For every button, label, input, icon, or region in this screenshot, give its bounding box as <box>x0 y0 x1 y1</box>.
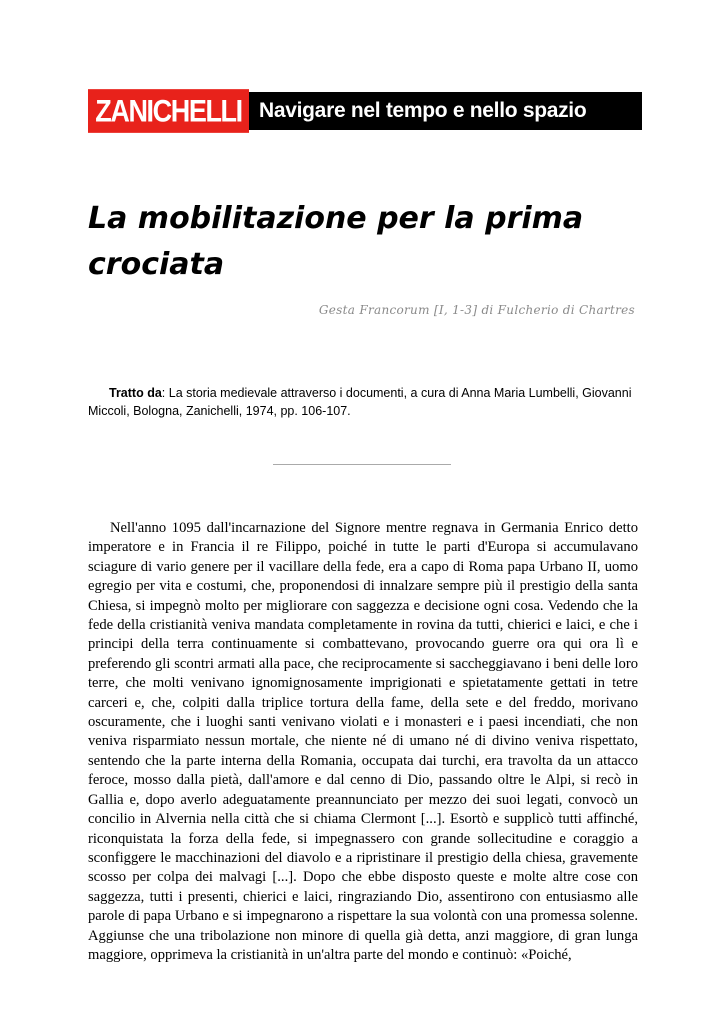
section-divider <box>273 464 451 465</box>
publisher-header <box>88 92 642 130</box>
document-title: La mobilitazione per la prima crociata <box>88 201 584 282</box>
document-body: Nell'anno 1095 dall'incarnazione del Signore mentre regnava in Germania Enrico detto imperatore e in Francia il re Filippo, poiché in tutte le parti d'Europa si accumulavano sciagure di vario genere per il vacillare della fede, era a capo di Roma papa Urbano II, uomo egregio per vita e costumi, che, proponendosi di innalzare sempre più il prestigio della santa Chiesa, si impegnò molto per migliorare con saggezza e decisione ogni cosa. Vedendo che la fede della cristianità veniva mandata completamente in rovina da tutti, chierici e laici, e che i principi della terra continuamente si combattevano, provocando guerre ora qui ora lì e preferendo gli scontri armati alla pace, che reciprocamente si saccheggiavano i beni delle loro terre, che molti venivano ignomignosamente imprigionati e spietatamente gettati in tetre carceri e, che, colpiti dalla triplice tortura della fame, della sete e del freddo, morivano oscuramente, che i luoghi santi venivano violati e i monasteri e i paesi incendiati, che non veniva risparmiato nessun mortale, che niente né di umano né di divino veniva rispettato, sentendo che la parte interna della Romania, occupata dai turchi, era travolta da un attacco feroce, mosso dalla pietà, dall'amore e dal cenno di Dio, passando oltre le Alpi, si recò in Gallia e, dopo averlo adeguatamente preannunciato per mezzo dei suoi legati, convocò un concilio in Alvernia nella città che si chiama Clermont [...]. Esortò e supplicò tutti affinché, riconquistata la forza della fede, si impegnassero con grande sollecitudine e coraggio a sconfiggere le macchinazioni del diavolo e a ripristinare il prestigio della chiesa, gravemente scosso per colpa dei malvagi [...]. Dopo che ebbe disposto queste e molte altre cose con saggezza, tutti i presenti, chierici e laici, ringraziando Dio, assentirono con entusiasmo alle parole di papa Urbano e si impegnarono a rispettare la sua volontà con una promessa solenne. Aggiunse che una tribolazione non minore di quella già detta, anzi maggiore, di gran lunga maggiore, opprimeva la cristianità in un'altra parte del mondo e continuò: «Poiché, <box>88 520 638 963</box>
source-reference <box>88 384 640 420</box>
source-reference-label: Tratto da <box>109 386 162 400</box>
publisher-logo: ZANICHELLI <box>88 89 249 133</box>
source-reference-text: : La storia medievale attraverso i documenti, a cura di Anna Maria Lumbelli, Giovanni Miccoli, Bologna, Zanichelli, 1974, pp. 106-107. <box>88 386 632 418</box>
header-tagline: Navigare nel tempo e nello spazio <box>259 99 587 122</box>
document-source: Gesta Francorum [I, 1-3] di Fulcherio di Chartres <box>318 303 635 317</box>
